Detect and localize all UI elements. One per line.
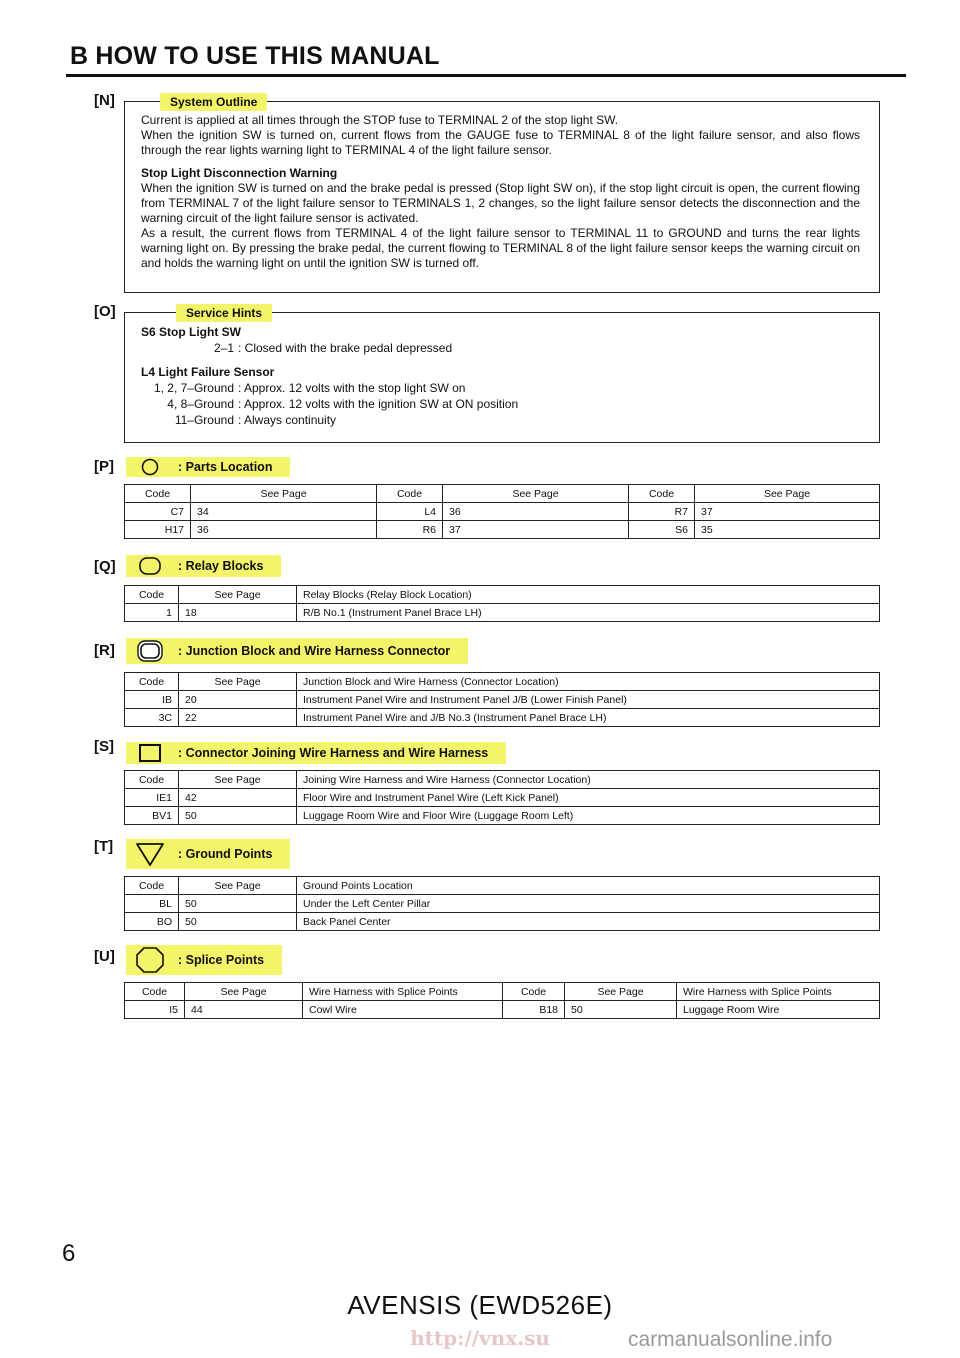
hint-l4-key-3: 11–Ground — [174, 413, 234, 427]
relay-blocks-label: : Relay Blocks — [178, 559, 264, 573]
table-cell: B18 — [503, 1001, 565, 1019]
table-cell: 50 — [179, 807, 297, 825]
table-header-cell: Joining Wire Harness and Wire Harness (Connector Location) — [297, 771, 880, 789]
table-cell: 50 — [179, 913, 297, 931]
table-header-cell: See Page — [185, 983, 303, 1001]
relay-blocks-banner — [126, 555, 281, 577]
table-row — [125, 521, 880, 539]
page-number: 6 — [62, 1240, 76, 1267]
junction-block-label: : Junction Block and Wire Harness Connector — [178, 644, 451, 658]
table-header-cell: Ground Points Location — [297, 877, 880, 895]
footer-model-code: AVENSIS (EWD526E) — [347, 1290, 613, 1320]
table-header-cell: See Page — [179, 673, 297, 691]
table-header-cell: See Page — [179, 877, 297, 895]
table-cell: 3C — [125, 709, 179, 727]
connector-joining-symbol-icon — [130, 744, 170, 762]
table-cell: 20 — [179, 691, 297, 709]
ground-points-table — [124, 876, 880, 931]
hint-l4-title: L4 Light Failure Sensor — [141, 365, 275, 379]
table-header-row — [125, 485, 880, 503]
page-title: B HOW TO USE THIS MANUAL — [70, 42, 440, 70]
splice-points-label: : Splice Points — [178, 953, 265, 967]
table-row — [125, 709, 880, 727]
table-header-row — [125, 983, 880, 1001]
outline-paragraph-3: As a result, the current flows from TERMINAL 4 of the light failure sensor to TERMINAL 11 to GROUND and turns the rear lights warning light on. By pressing the brake pedal, the current flowing to TERMINAL 8 of the light failure sensor keeps the warning circuit on and holds the warning light on until the ignition SW is turned off. — [141, 226, 860, 270]
table-header-cell: Code — [629, 485, 695, 503]
table-cell: BV1 — [125, 807, 179, 825]
parts-location-banner — [126, 457, 290, 477]
table-header-cell: Code — [125, 877, 179, 895]
relay-blocks-table — [124, 585, 880, 622]
table-header-cell: Junction Block and Wire Harness (Connector Location) — [297, 673, 880, 691]
splice-points-table — [124, 982, 880, 1019]
table-cell: R/B No.1 (Instrument Panel Brace LH) — [297, 604, 880, 622]
table-cell: Instrument Panel Wire and J/B No.3 (Instrument Panel Brace LH) — [297, 709, 880, 727]
table-header-cell: See Page — [179, 771, 297, 789]
table-cell: C7 — [125, 503, 191, 521]
table-header-cell: See Page — [695, 485, 880, 503]
junction-block-table — [124, 672, 880, 727]
outline-paragraph-1: Current is applied at all times through the STOP fuse to TERMINAL 2 of the stop light SW. — [141, 113, 619, 127]
table-row — [125, 789, 880, 807]
table-header-cell: Code — [125, 771, 179, 789]
table-header-cell: Code — [503, 983, 565, 1001]
table-cell: IB — [125, 691, 179, 709]
table-cell: 34 — [191, 503, 377, 521]
table-row — [125, 691, 880, 709]
splice-point-symbol-icon — [130, 946, 170, 974]
table-cell: Under the Left Center Pillar — [297, 895, 880, 913]
outline-subheading: Stop Light Disconnection Warning — [141, 166, 338, 180]
table-cell: 22 — [179, 709, 297, 727]
table-cell: 1 — [125, 604, 179, 622]
table-header-cell: See Page — [443, 485, 629, 503]
section-letter-o: [O] — [94, 303, 116, 320]
ground-points-banner — [126, 839, 290, 869]
table-header-cell: Code — [125, 485, 191, 503]
footer-url-link[interactable]: http://vnx.su — [410, 1326, 550, 1350]
section-letter-r: [R] — [94, 642, 115, 659]
table-row — [125, 913, 880, 931]
hint-s6-val-1: : Closed with the brake pedal depressed — [238, 341, 453, 355]
table-cell: Floor Wire and Instrument Panel Wire (Left Kick Panel) — [297, 789, 880, 807]
table-header-cell: Code — [377, 485, 443, 503]
hint-l4-key-1: 1, 2, 7–Ground — [153, 381, 234, 395]
table-header-row — [125, 877, 880, 895]
table-cell: Luggage Room Wire and Floor Wire (Luggage Room Left) — [297, 807, 880, 825]
system-outline-title: System Outline — [160, 93, 267, 111]
table-cell: BL — [125, 895, 179, 913]
hint-l4-val-2: : Approx. 12 volts with the ignition SW at ON position — [238, 397, 519, 411]
table-cell: 42 — [179, 789, 297, 807]
section-letter-t: [T] — [94, 838, 114, 855]
header-rule — [66, 74, 906, 77]
table-header-cell: Code — [125, 983, 185, 1001]
table-header-cell: See Page — [565, 983, 677, 1001]
junction-block-banner — [126, 638, 468, 664]
table-cell: I5 — [125, 1001, 185, 1019]
table-header-cell: Code — [125, 673, 179, 691]
splice-points-banner — [126, 945, 282, 975]
table-cell: H17 — [125, 521, 191, 539]
outline-paragraph-2: When the ignition SW is turned on and the brake pedal is pressed (Stop light SW on), if the stop light circuit is open, the current flowing from TERMINAL 7 of the light failure sensor to TERMINALS 1, 2 changes, so the light failure sensor detects the disconnection and the warning circuit of the light failure sensor is activated. — [141, 181, 860, 225]
connector-joining-label: : Connector Joining Wire Harness and Wire Harness — [178, 746, 489, 760]
parts-location-symbol-icon — [130, 458, 170, 476]
hint-s6-title: S6 Stop Light SW — [141, 325, 241, 339]
table-cell: 50 — [565, 1001, 677, 1019]
section-letter-q: [Q] — [94, 558, 116, 575]
table-header-row — [125, 586, 880, 604]
ground-point-symbol-icon — [130, 841, 170, 867]
table-cell: 37 — [443, 521, 629, 539]
table-header-cell: Code — [125, 586, 179, 604]
relay-block-symbol-icon — [130, 557, 170, 575]
section-letter-n: [N] — [94, 92, 115, 109]
table-header-cell: Wire Harness with Splice Points — [677, 983, 880, 1001]
table-header-cell: See Page — [191, 485, 377, 503]
hint-l4-key-2: 4, 8–Ground — [167, 397, 234, 411]
table-cell: 18 — [179, 604, 297, 622]
table-cell: 37 — [695, 503, 880, 521]
table-cell: R6 — [377, 521, 443, 539]
table-cell: 35 — [695, 521, 880, 539]
table-cell: BO — [125, 913, 179, 931]
table-cell: IE1 — [125, 789, 179, 807]
table-cell: 50 — [179, 895, 297, 913]
watermark: carmanualsonline.info — [628, 1328, 833, 1351]
table-cell: Back Panel Center — [297, 913, 880, 931]
table-row — [125, 503, 880, 521]
system-outline-text — [141, 113, 860, 279]
table-header-cell: Relay Blocks (Relay Block Location) — [297, 586, 880, 604]
table-row — [125, 1001, 880, 1019]
connector-joining-banner — [126, 742, 506, 764]
table-cell: Instrument Panel Wire and Instrument Panel J/B (Lower Finish Panel) — [297, 691, 880, 709]
hint-l4-val-1: : Approx. 12 volts with the stop light SW on — [238, 381, 466, 395]
hint-s6-key-1: 2–1 — [213, 341, 234, 355]
table-row — [125, 807, 880, 825]
table-cell: R7 — [629, 503, 695, 521]
junction-block-symbol-icon — [130, 640, 170, 662]
outline-paragraph-1b: When the ignition SW is turned on, current flows from the GAUGE fuse to TERMINAL 8 of the light failure sensor, and also flows through the rear lights warning light to TERMINAL 4 of the light failure sensor. — [141, 128, 860, 157]
service-hints-title: Service Hints — [176, 304, 272, 322]
section-letter-s: [S] — [94, 738, 114, 755]
table-cell: 36 — [191, 521, 377, 539]
ground-points-label: : Ground Points — [178, 847, 273, 861]
service-hints-text — [141, 324, 860, 428]
parts-location-table — [124, 484, 880, 539]
table-header-cell: See Page — [179, 586, 297, 604]
table-row — [125, 604, 880, 622]
table-cell: Luggage Room Wire — [677, 1001, 880, 1019]
section-letter-p: [P] — [94, 458, 114, 475]
section-letter-u: [U] — [94, 948, 115, 965]
parts-location-label: : Parts Location — [178, 460, 273, 474]
table-cell: Cowl Wire — [303, 1001, 503, 1019]
table-cell: L4 — [377, 503, 443, 521]
connector-joining-table — [124, 770, 880, 825]
table-header-row — [125, 673, 880, 691]
table-cell: 44 — [185, 1001, 303, 1019]
table-header-row — [125, 771, 880, 789]
table-row — [125, 895, 880, 913]
table-cell: S6 — [629, 521, 695, 539]
table-cell: 36 — [443, 503, 629, 521]
hint-l4-val-3: : Always continuity — [238, 413, 337, 427]
table-header-cell: Wire Harness with Splice Points — [303, 983, 503, 1001]
